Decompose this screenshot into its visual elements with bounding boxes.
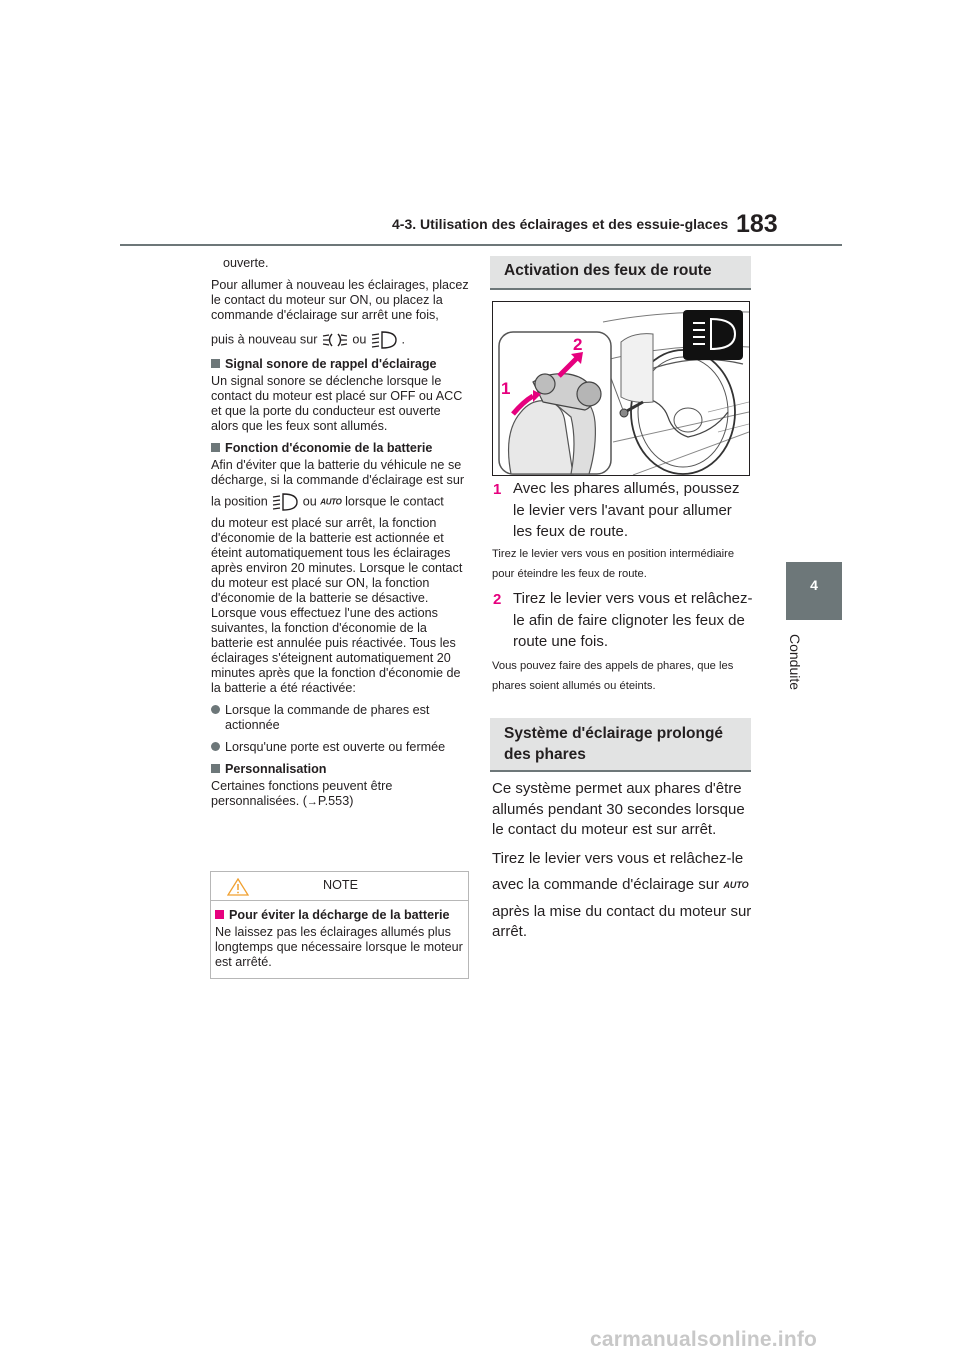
paragraph-commande [492, 875, 752, 896]
paragraph-batterie-1: Afin d'éviter que la batterie du véhicule ne se décharge, si la commande d'éclairage est sur [211, 458, 465, 487]
left-column [211, 256, 469, 817]
note-heading-text: Pour éviter la décharge de la batterie [229, 908, 450, 922]
heading-batterie [211, 441, 469, 456]
step-2-note: Vous pouvez faire des appels de phares, que les phares soient allumés ou éteints. [492, 660, 734, 692]
heading-batterie-text: Fonction d'économie de la batterie [225, 441, 433, 455]
round-bullet-icon [211, 742, 220, 751]
callout-1-label: 1 [501, 379, 511, 398]
headlight-icon [271, 492, 299, 512]
page-reference-link[interactable]: P.553) [317, 794, 354, 808]
paragraph-perso [211, 779, 469, 810]
bullet-2-text: Lorsqu'une porte est ouverte ou fermée [225, 740, 446, 754]
note-body: Ne laissez pas les éclairages allumés plus longtemps que nécessaire lorsque le moteur est arrêté. [215, 925, 463, 969]
note-box [210, 871, 469, 979]
text-position-a: la position [211, 494, 268, 509]
step-2-number: 2 [493, 591, 502, 608]
list-item [211, 703, 469, 733]
square-bullet-icon [215, 910, 224, 919]
round-bullet-icon [211, 705, 220, 714]
arrow-icon: → [306, 796, 318, 808]
heading-perso-text: Personnalisation [225, 762, 327, 776]
section-eclairage-body [492, 779, 752, 951]
square-bullet-icon [211, 359, 220, 368]
chapter-label [787, 634, 805, 704]
text-position-ou: ou [302, 494, 317, 509]
header-divider [120, 244, 842, 246]
text-puis-a: puis à nouveau sur [211, 332, 318, 347]
page-number: 183 [736, 210, 778, 238]
paragraph-systeme: Ce système permet aux phares d'être allumés pendant 30 secondes lorsque le contact du moteur est sur arrêt. [492, 780, 745, 838]
text-puis-ou: ou [352, 332, 367, 347]
auto-icon: AUTO [723, 880, 749, 890]
square-bullet-icon [211, 443, 220, 452]
paragraph-puis [211, 330, 469, 350]
note-title: NOTE [323, 878, 358, 892]
lever-figure-svg [493, 302, 749, 475]
heading-perso [211, 762, 469, 777]
parking-lights-icon [321, 331, 349, 349]
paragraph-batterie-2: du moteur est placé sur arrêt, la fonction d'économie de la batterie est actionnée et éteint automatiquement tous les éclairages après environ 20 minutes. Lorsque le contact du moteur est placé sur ON, la fonction d'économie de la batterie se désactive. Lorsque vous effectuez l'une des actions suivantes, la fonction d'économie de la batterie est annulée puis réactivée. Tous les éclairages s'éteignent automatiquement 20 minutes après que la fonction d'économie de la batterie a été réactivée: [211, 516, 463, 695]
list-item [211, 740, 469, 755]
paragraph-position [211, 492, 469, 512]
bullet-1-text: Lorsque la commande de phares est actionnée [225, 703, 430, 732]
paragraph-apres: après la mise du contact du moteur sur arrêt. [492, 902, 752, 941]
section-heading-feux-de-route [490, 256, 751, 290]
heading-signal-text: Signal sonore de rappel d'éclairage [225, 357, 437, 371]
text-perso-a: Certaines fonctions peuvent être personnalisées. ( [211, 779, 393, 808]
auto-icon: AUTO [320, 497, 342, 507]
section-title: 4-3. Utilisation des éclairages et des essuie-glaces [392, 216, 729, 232]
watermark: carmanualsonline.info [590, 1328, 818, 1351]
step-1-text: Avec les phares allumés, poussez le levier vers l'avant pour allumer les feux de route. [513, 480, 740, 540]
section-heading-eclairage-prolonge [490, 718, 751, 772]
text-position-end: lorsque le contact [345, 494, 444, 509]
chapter-number: 4 [810, 577, 818, 593]
note-heading [215, 908, 449, 923]
step-2-text: Tirez le levier vers vous et relâchez-le afin de faire clignoter les feux de route une fois. [513, 590, 753, 650]
note-divider [211, 900, 468, 901]
text-puis-end: . [401, 332, 405, 347]
headlight-icon [370, 330, 398, 350]
step-1-note: Tirez le levier vers vous en position intermédiaire pour éteindre les feux de route. [492, 548, 735, 580]
section-heading-text: Système d'éclairage prolongé des phares [504, 725, 724, 763]
callout-2-label: 2 [573, 335, 583, 354]
paragraph-signal: Un signal sonore se déclenche lorsque le contact du moteur est placé sur OFF ou ACC et que la porte du conducteur est ouverte alors que les feux sont allumés. [211, 374, 463, 433]
paragraph-rallumer: Pour allumer à nouveau les éclairages, placez le contact du moteur sur ON, ou placez la commande d'éclairage sur arrêt une fois, [211, 278, 469, 322]
step-1-number: 1 [493, 481, 502, 498]
chapter-label-text: Conduite [787, 634, 803, 691]
section-heading-text: Activation des feux de route [504, 262, 712, 279]
text-commande: avec la commande d'éclairage sur [492, 876, 720, 894]
paragraph-tirez: Tirez le levier vers vous et relâchez-le [492, 849, 744, 867]
lever-illustration [492, 301, 750, 476]
heading-signal [211, 357, 469, 372]
square-bullet-icon [211, 764, 220, 773]
paragraph-ouverte: ouverte. [223, 256, 269, 270]
